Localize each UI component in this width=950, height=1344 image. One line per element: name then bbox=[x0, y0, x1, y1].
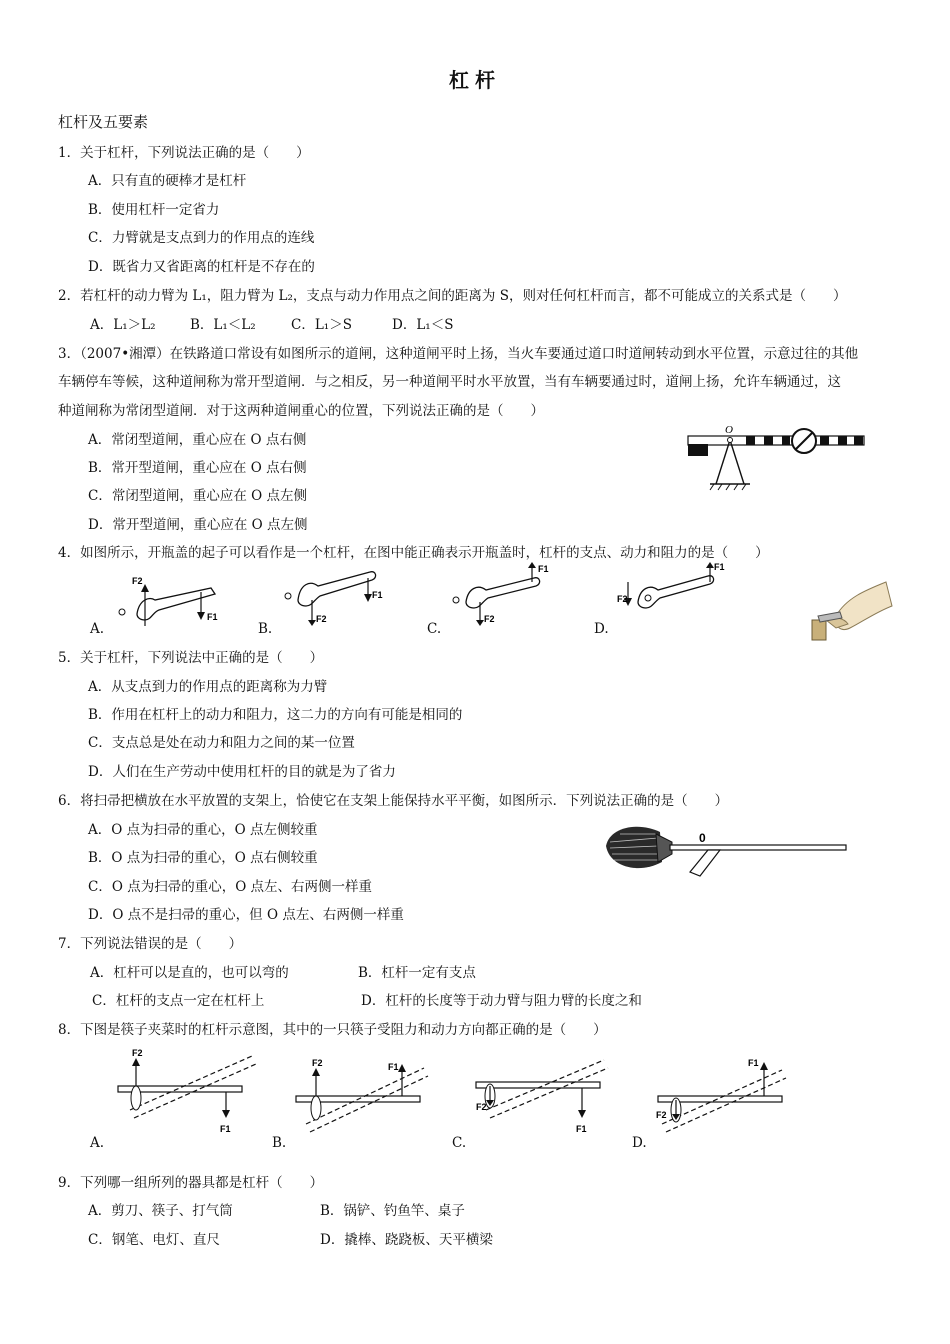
hand-opener-photo bbox=[806, 576, 892, 642]
bottle-opener-figure-d bbox=[616, 560, 726, 626]
q7-option-a: A．杠杆可以是直的，也可以弯的 bbox=[90, 965, 289, 981]
q6-stem: 6．将扫帚把横放在水平放置的支架上，恰使它在支架上能保持水平平衡，如图所示．下列说法正确的是（ ） bbox=[58, 793, 729, 809]
q2-option-a: A．L₁＞L₂ bbox=[90, 317, 156, 333]
q9-option-b: B．锅铲、钓鱼竿、桌子 bbox=[320, 1203, 465, 1219]
chop-d-f2-label: F2 bbox=[656, 1110, 667, 1120]
q3-option-b: B．常开型道闸，重心应在 O 点右侧 bbox=[88, 460, 307, 476]
q8-option-d: D. bbox=[632, 1135, 647, 1151]
chop-c-f1-label: F1 bbox=[576, 1124, 587, 1134]
q1-option-b: B．使用杠杆一定省力 bbox=[88, 202, 220, 218]
q3-line2: 车辆停车等候，这种道闸称为常开型道闸．与之相反，另一种道闸平时水平放置，当有车辆要通过时，道闸上扬，允许车辆通过，这 bbox=[58, 374, 841, 390]
bottle-opener-figure-c bbox=[450, 562, 560, 628]
fig-a-f2-label: F2 bbox=[132, 576, 143, 586]
chopstick-figure-d bbox=[654, 1052, 794, 1132]
chop-d-f1-label: F1 bbox=[748, 1058, 759, 1068]
chopstick-figure-b bbox=[292, 1052, 432, 1132]
q3-line1: 3．（2007•湘潭）在铁路道口常设有如图所示的道闸，这种道闸平时上扬，当火车要通过道口时道闸转动到水平位置，示意过往的其他 bbox=[58, 346, 859, 362]
chop-b-f1-label: F1 bbox=[388, 1062, 399, 1072]
q8-option-a: A. bbox=[90, 1135, 105, 1151]
q2-option-d: D．L₁＜S bbox=[392, 317, 454, 333]
q1-option-a: A．只有直的硬棒才是杠杆 bbox=[88, 173, 247, 189]
q5-option-b: B．作用在杠杆上的动力和阻力，这二力的方向有可能是相同的 bbox=[88, 707, 463, 723]
fig-d-f1-label: F1 bbox=[714, 562, 725, 572]
q8-option-b: B. bbox=[272, 1135, 287, 1151]
q9-stem: 9．下列哪一组所列的器具都是杠杆（ ） bbox=[58, 1175, 324, 1191]
q8-stem: 8．下图是筷子夹菜时的杠杆示意图，其中的一只筷子受阻力和动力方向都正确的是（ ） bbox=[58, 1022, 607, 1038]
q4-option-b: B. bbox=[258, 621, 273, 637]
section-heading: 杠杆及五要素 bbox=[58, 113, 149, 131]
page-title: 杠杆 bbox=[449, 68, 501, 92]
q7-stem: 7．下列说法错误的是（ ） bbox=[58, 936, 243, 952]
q3-option-a: A．常闭型道闸，重心应在 O 点右侧 bbox=[88, 432, 307, 448]
bottle-opener-figure-a bbox=[115, 570, 225, 632]
q6-option-c: C．O 点为扫帚的重心，O 点左、右两侧一样重 bbox=[88, 879, 373, 895]
fig-b-f1-label: F1 bbox=[372, 590, 383, 600]
q1-option-d: D．既省力又省距离的杠杆是不存在的 bbox=[88, 259, 315, 275]
barrier-gate-figure bbox=[686, 424, 868, 494]
chop-a-f1-label: F1 bbox=[220, 1124, 231, 1134]
q1-option-c: C．力臂就是支点到力的作用点的连线 bbox=[88, 230, 315, 246]
fig-d-f2-label: F2 bbox=[617, 594, 628, 604]
q6-option-d: D．O 点不是扫帚的重心，但 O 点左、右两侧一样重 bbox=[88, 907, 404, 923]
q2-option-c: C．L₁＞S bbox=[291, 317, 352, 333]
broom-figure bbox=[600, 818, 850, 884]
q9-option-a: A．剪刀、筷子、打气筒 bbox=[88, 1203, 233, 1219]
q4-option-d: D. bbox=[594, 621, 609, 637]
q2-option-b: B．L₁＜L₂ bbox=[190, 317, 256, 333]
chop-b-f2-label: F2 bbox=[312, 1058, 323, 1068]
q7-option-d: D．杠杆的长度等于动力臂与阻力臂的长度之和 bbox=[361, 993, 642, 1009]
q7-option-c: C．杠杆的支点一定在杠杆上 bbox=[92, 993, 265, 1009]
q4-stem: 4．如图所示，开瓶盖的起子可以看作是一个杠杆，在图中能正确表示开瓶盖时，杠杆的支点、动力和阻力的是（ ） bbox=[58, 545, 769, 561]
gate-o-label: O bbox=[725, 424, 733, 436]
q4-option-c: C. bbox=[427, 621, 442, 637]
q7-option-b: B．杠杆一定有支点 bbox=[358, 965, 476, 981]
fig-a-f1-label: F1 bbox=[207, 612, 218, 622]
fig-b-f2-label: F2 bbox=[316, 614, 327, 624]
chopstick-figure-c bbox=[472, 1060, 612, 1140]
broom-o-label: 0 bbox=[699, 831, 706, 845]
q8-option-c: C. bbox=[452, 1135, 467, 1151]
q3-line3: 种道闸称为常闭型道闸．对于这两种道闸重心的位置，下列说法正确的是（ ） bbox=[58, 403, 544, 419]
q6-option-b: B．O 点为扫帚的重心，O 点右侧较重 bbox=[88, 850, 318, 866]
q9-option-d: D．撬棒、跷跷板、天平横梁 bbox=[320, 1232, 493, 1248]
q2-stem: 2．若杠杆的动力臂为 L₁，阻力臂为 L₂，支点与动力作用点之间的距离为 S，则对任何杠杆而言，都不可能成立的关系式是（ ） bbox=[58, 288, 847, 304]
fig-c-f2-label: F2 bbox=[484, 614, 495, 624]
q3-option-c: C．常闭型道闸，重心应在 O 点左侧 bbox=[88, 488, 307, 504]
q6-option-a: A．O 点为扫帚的重心，O 点左侧较重 bbox=[88, 822, 318, 838]
chopstick-figure-a bbox=[112, 1048, 252, 1138]
q9-option-c: C．钢笔、电灯、直尺 bbox=[88, 1232, 220, 1248]
q1-stem: 1．关于杠杆，下列说法正确的是（ ） bbox=[58, 145, 310, 161]
q5-option-c: C．支点总是处在动力和阻力之间的某一位置 bbox=[88, 735, 355, 751]
chop-a-f2-label: F2 bbox=[132, 1048, 143, 1058]
q5-stem: 5．关于杠杆，下列说法中正确的是（ ） bbox=[58, 650, 324, 666]
chop-c-f2-label: F2 bbox=[476, 1102, 487, 1112]
q5-option-a: A．从支点到力的作用点的距离称为力臂 bbox=[88, 679, 328, 695]
fig-c-f1-label: F1 bbox=[538, 564, 549, 574]
bottle-opener-figure-b bbox=[282, 566, 392, 628]
q3-option-d: D．常开型道闸，重心应在 O 点左侧 bbox=[88, 517, 308, 533]
q5-option-d: D．人们在生产劳动中使用杠杆的目的就是为了省力 bbox=[88, 764, 396, 780]
q4-option-a: A. bbox=[90, 621, 105, 637]
